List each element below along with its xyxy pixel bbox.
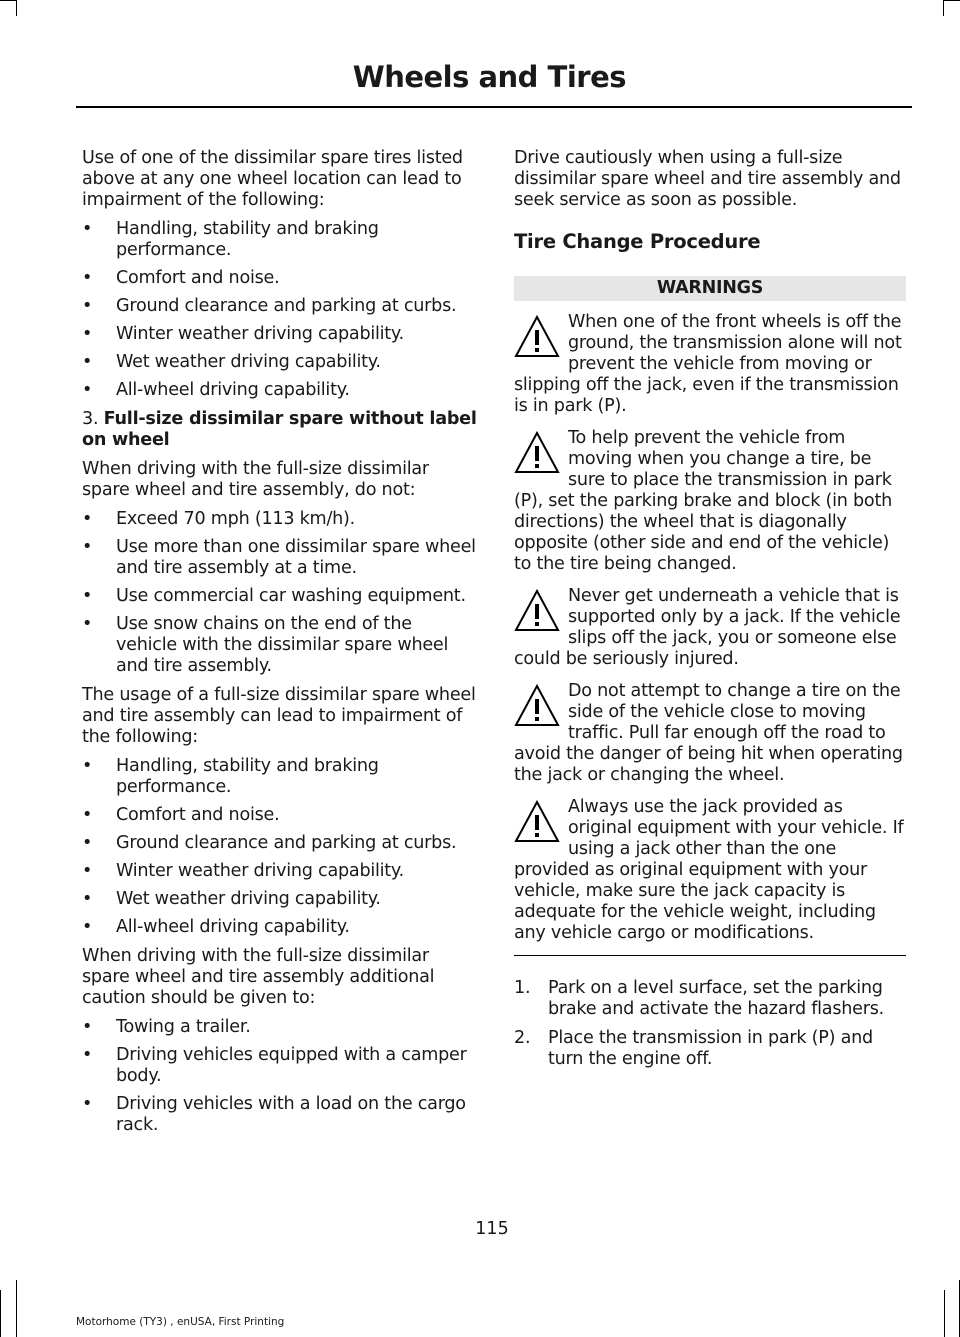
procedure-steps — [514, 978, 906, 1070]
bullet: • — [82, 219, 93, 239]
bullet: • — [82, 352, 93, 372]
bullet: • — [82, 296, 93, 316]
caution-list — [82, 1017, 478, 1136]
list-item: • Comfort and noise. — [82, 805, 280, 825]
bullet: • — [82, 380, 93, 400]
left-para-4: When driving with the full-size dissimilar spare wheel and tire assembly additional caution should be given to: — [82, 946, 435, 1008]
do-not-list — [82, 509, 478, 677]
bullet: • — [82, 861, 93, 881]
crop-mark — [0, 1290, 1, 1337]
warning-icon — [514, 588, 560, 634]
crop-mark — [16, 1280, 17, 1337]
item-3-heading: 3. Full-size dissimilar spare without label on wheel — [82, 409, 477, 450]
left-para-3: The usage of a full-size dissimilar spare wheel and tire assembly can lead to impairment of the following: — [82, 685, 476, 747]
crop-mark — [0, 0, 16, 1]
warning-block: Always use the jack provided as original equipment with your vehicle. If using a jack other than the one provided as original equipment with your vehicle, make sure the jack capacity is adequate for the vehicle weight, including any vehicle cargo or modifications. — [514, 797, 904, 943]
warning-icon — [514, 683, 560, 729]
warning-block: Never get underneath a vehicle that is supported only by a jack. If the vehicle slips off the jack, you or someone else could be seriously injured. — [514, 586, 901, 669]
crop-mark — [943, 0, 944, 16]
warning-block: To help prevent the vehicle from moving when you change a tire, be sure to place the transmission in park (P), set the parking brake and block (in both directions) the wheel that is diagonally opposite (other side and end of the vehicle) to the tire being changed. — [514, 428, 892, 574]
warning-icon — [514, 314, 560, 360]
list-item: • Winter weather driving capability. — [82, 861, 404, 881]
list-item: • Use snow chains on the end of the vehicle with the dissimilar spare wheel and tire assembly. — [82, 614, 449, 676]
warning-block: When one of the front wheels is off the ground, the transmission alone will not prevent the vehicle from moving or slipping off the jack, even if the transmission is in park (P). — [514, 312, 902, 416]
bullet: • — [82, 268, 93, 288]
step-item: 2. Place the transmission in park (P) and turn the engine off. — [514, 1028, 873, 1069]
bullet: • — [82, 586, 93, 606]
list-item: • Driving vehicles with a load on the cargo rack. — [82, 1094, 466, 1135]
left-column — [82, 148, 478, 1144]
warning-icon — [514, 799, 560, 845]
list-item: • Ground clearance and parking at curbs. — [82, 833, 457, 853]
crop-mark — [944, 1290, 945, 1337]
list-item: • Winter weather driving capability. — [82, 324, 404, 344]
list-item: • All-wheel driving capability. — [82, 380, 350, 400]
list-item: • Wet weather driving capability. — [82, 352, 381, 372]
header-divider — [76, 106, 912, 108]
warning-block: Do not attempt to change a tire on the side of the vehicle close to moving traffic. Pull far enough off the road to avoid the danger of being hit when operating the jack or changing the wheel. — [514, 681, 903, 785]
list-item: • Handling, stability and braking performance. — [82, 756, 379, 797]
crop-mark — [944, 0, 960, 1]
bullet: • — [82, 889, 93, 909]
step-number: 2. — [514, 1028, 531, 1048]
right-intro: Drive cautiously when using a full-size dissimilar spare wheel and tire assembly and seek service as soon as possible. — [514, 148, 901, 210]
bullet: • — [82, 324, 93, 344]
list-item: • Exceed 70 mph (113 km/h). — [82, 509, 355, 529]
crop-mark — [16, 0, 17, 16]
impairment-list-2 — [82, 756, 478, 938]
left-intro: Use of one of the dissimilar spare tires listed above at any one wheel location can lead to impairment of the following: — [82, 148, 463, 210]
list-item: • Use commercial car washing equipment. — [82, 586, 466, 606]
list-item: • Use more than one dissimilar spare wheel and tire assembly at a time. — [82, 537, 476, 578]
step-number: 1. — [514, 978, 531, 998]
list-item: • Ground clearance and parking at curbs. — [82, 296, 457, 316]
bullet: • — [82, 614, 93, 634]
warnings-header: WARNINGS — [514, 276, 906, 301]
left-para-2: When driving with the full-size dissimilar spare wheel and tire assembly, do not: — [82, 459, 429, 500]
page-number: 115 — [475, 1219, 509, 1239]
bullet: • — [82, 509, 93, 529]
bullet: • — [82, 537, 93, 557]
step-item: 1. Park on a level surface, set the parking brake and activate the hazard flashers. — [514, 978, 884, 1019]
bullet: • — [82, 1094, 93, 1114]
bullet: • — [82, 1045, 93, 1065]
list-item: • Handling, stability and braking performance. — [82, 219, 379, 260]
footer-text: Motorhome (TY3) , enUSA, First Printing — [76, 1316, 285, 1328]
list-item: • Towing a trailer. — [82, 1017, 251, 1037]
list-item: • All-wheel driving capability. — [82, 917, 350, 937]
bullet: • — [82, 917, 93, 937]
warning-icon — [514, 430, 560, 476]
right-column — [514, 148, 906, 1078]
bullet: • — [82, 805, 93, 825]
bullet: • — [82, 756, 93, 776]
impairment-list-1 — [82, 219, 478, 401]
bullet: • — [82, 1017, 93, 1037]
section-heading: Tire Change Procedure — [514, 230, 761, 253]
warnings-end-rule — [514, 955, 906, 956]
bullet: • — [82, 833, 93, 853]
list-item: • Driving vehicles equipped with a camper body. — [82, 1045, 467, 1086]
list-item: • Wet weather driving capability. — [82, 889, 381, 909]
list-item: • Comfort and noise. — [82, 268, 280, 288]
page-title: Wheels and Tires — [352, 60, 626, 94]
